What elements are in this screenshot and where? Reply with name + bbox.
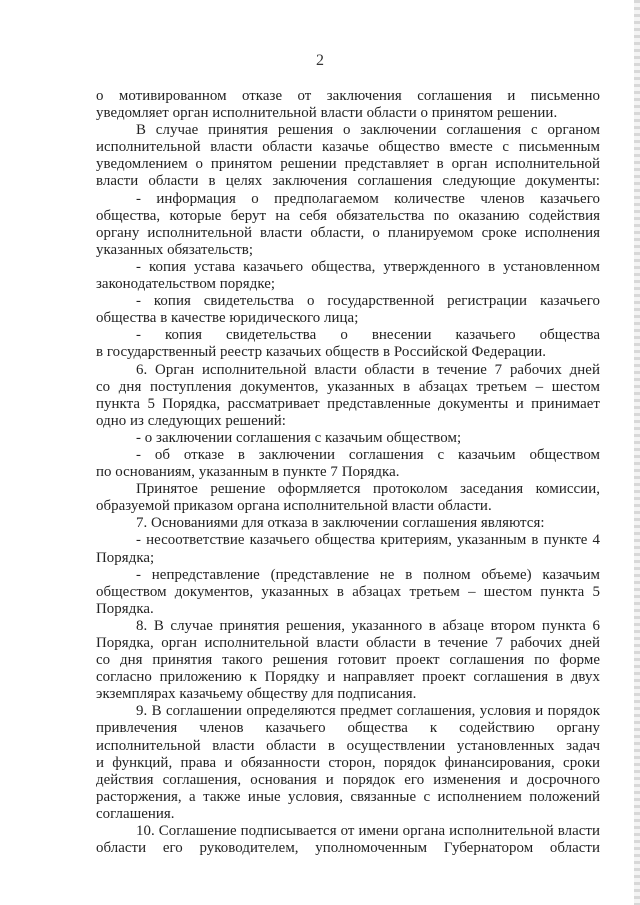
text-line: - несоответствие казачьего общества критериям, указанным в пункте 4 [136,532,600,549]
text-line: Порядка. [96,600,154,617]
text-line: согласно приложению к Порядку и направляет проект соглашения в двух [96,669,600,686]
text-line: - информация о предполагаемом количестве членов казачьего [136,190,600,207]
text-line: В случае принятия решения о заключении соглашения с органом [136,122,600,139]
text-line: пункта 5 Порядка, рассматривает представленные документы и принимает [96,395,600,412]
text-line: законодательством порядке; [96,276,276,293]
text-line: со дня поступления документов, указанных в абзацах третьем – шестом [96,378,600,395]
text-line: обществом документов, указанных в абзацах третьем – шестом пункта 5 [96,583,600,600]
text-line: власти области в целях заключения соглашения следующие документы: [96,173,600,190]
text-line: - копия устава казачьего общества, утвержденного в установленном [136,258,600,275]
text-line: привлечения членов казачьего общества к содействию органу [96,720,600,737]
text-line: - об отказе в заключении соглашения с казачьим обществом [136,446,600,463]
scan-edge-mark [634,0,640,905]
text-line: органу исполнительной власти области, о планируемом сроке исполнения [96,224,600,241]
text-line: Принятое решение оформляется протоколом заседания комиссии, [136,481,600,498]
text-line: со дня принятия такого решения готовит проект соглашения по форме [96,652,600,669]
text-line: уведомляет орган исполнительной власти области о принятом решении. [96,105,558,122]
text-line: 8. В случае принятия решения, указанного в абзаце втором пункта 6 [136,617,600,634]
text-line: общества в качестве юридического лица; [96,310,359,327]
text-line: - непредставление (представление не в полном объеме) казачьим [136,566,600,583]
text-line: расторжения, а также иные условия, связанные с исполнением положений [96,788,600,805]
page-number: 2 [316,52,324,69]
text-line: - копия свидетельства о внесении казачьего общества [136,327,600,344]
text-line: и функций, права и обязанности сторон, порядок финансирования, сроки [96,754,600,771]
text-line: указанных обязательств; [96,241,254,258]
text-line: исполнительной власти области в осуществлении установленных задач [96,737,600,754]
text-line: 9. В соглашении определяются предмет соглашения, условия и порядок [136,703,600,720]
text-line: образуемой приказом органа исполнительной власти области. [96,498,492,515]
document-body [96,88,600,857]
text-line: по основаниям, указанным в пункте 7 Порядка. [96,464,400,481]
text-line: соглашения. [96,805,175,822]
text-line: действия соглашения, основания и порядок его изменения и досрочного [96,771,600,788]
text-line: исполнительной власти области казачье общество вместе с письменным [96,139,600,156]
text-line: экземплярах казачьему обществу для подписания. [96,686,417,703]
text-line: уведомлением о принятом решении представляет в орган исполнительной [96,156,600,173]
text-line: области его руководителем, уполномоченным Губернатором области [96,840,600,857]
text-line: 6. Орган исполнительной власти области в течение 7 рабочих дней [136,361,600,378]
text-line: 7. Основаниями для отказа в заключении соглашения являются: [136,515,545,532]
text-line: Порядка; [96,549,155,566]
text-line: Порядка, орган исполнительной власти области в течение 7 рабочих дней [96,635,600,651]
text-line: - копия свидетельства о государственной регистрации казачьего [136,293,600,310]
text-line: 10. Соглашение подписывается от имени органа исполнительной власти [136,823,600,840]
text-line: одно из следующих решений: [96,412,286,429]
text-line: - о заключении соглашения с казачьим обществом; [136,429,462,446]
text-line: общества, которые берут на себя обязательства по оказанию содействия [96,207,600,224]
text-line: о мотивированном отказе от заключения соглашения и письменно [96,88,600,104]
text-line: в государственный реестр казачьих обществ в Российской Федерации. [96,344,547,361]
